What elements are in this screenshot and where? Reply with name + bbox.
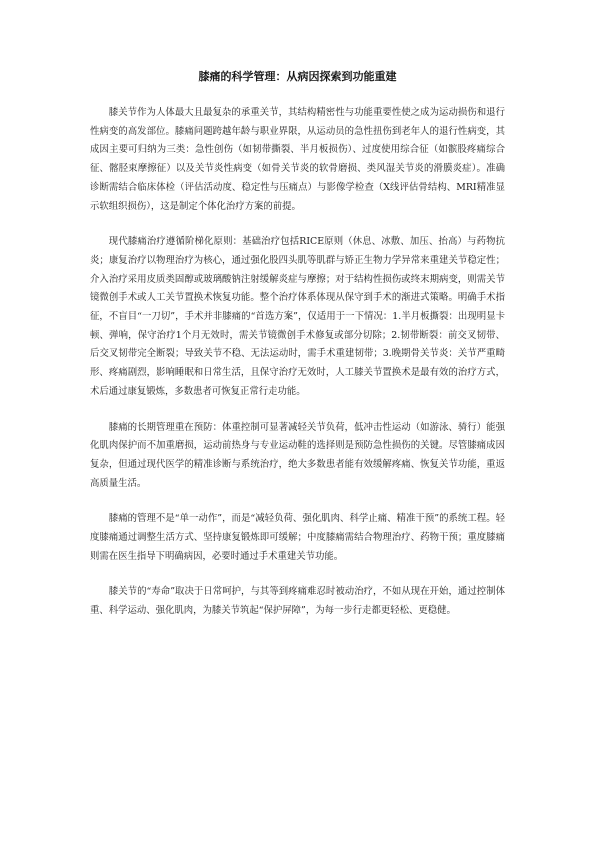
paragraph-system-management: 膝痛的管理不是“单一动作”，而是“减轻负荷、强化肌肉、科学止痛、精准干预”的系统工程。轻度膝痛通过调整生活方式、坚持康复锻炼即可缓解；中度膝痛需结合物理治疗、药物干预；重度膝痛则需在医生指导下明确病因，必要时通过手术重建关节功能。: [90, 513, 505, 562]
paragraph-treatment-ladder: 现代膝痛治疗遵循阶梯化原则：基础治疗包括RICE原则（休息、冰敷、加压、抬高）与药物抗炎；康复治疗以物理治疗为核心，通过强化股四头肌等肌群与矫正生物力学异常来重建关节稳定性；介入治疗采用皮质类固醇或玻璃酸钠注射缓解炎症与摩擦；对于结构性损伤或终末期病变，则需关节镜微创手术或人工关节置换术恢复功能。整个治疗体系体现从保守到手术的渐进式策略。明确手术指征，不盲目“一刀切”，手术并非膝痛的“首选方案”，仅适用于一下情况：1.半月板撕裂：出现明显卡顿、弹响，保守治疗1个月无效时，需关节镜微创手术修复或部分切除；2.韧带断裂：前交叉韧带、后交叉韧带完全断裂；导致关节不稳、无法运动时，需手术重建韧带；3.晚期骨关节炎：关节严重畸形、疼痛剧烈，影响睡眠和日常生活，且保守治疗无效时，人工膝关节置换术是最有效的治疗方式，术后通过康复锻炼，多数患者可恢复正常行走功能。: [90, 236, 505, 397]
paragraph-conclusion: 膝关节的“寿命”取决于日常呵护，与其等到疼痛难忍时被动治疗，不如从现在开始，通过控制体重、科学运动、强化肌肉，为膝关节筑起“保护屏障”，为每一步行走都更轻松、更稳健。: [90, 586, 505, 617]
document-title: 膝痛的科学管理：从病因探索到功能重建: [198, 70, 397, 83]
paragraph-prevention: 膝痛的长期管理重在预防：体重控制可显著减轻关节负荷，低冲击性运动（如游泳、骑行）能强化肌肉保护而不加重磨损，运动前热身与专业运动鞋的选择则是预防急性损伤的关键。尽管膝痛成因复杂，但通过现代医学的精准诊断与系统治疗，绝大多数患者能有效缓解疼痛、恢复关节功能，重返高质量生活。: [90, 421, 505, 489]
paragraph-causes-and-diagnosis: 膝关节作为人体最大且最复杂的承重关节，其结构精密性与功能重要性使之成为运动损伤和退行性病变的高发部位。膝痛问题跨越年龄与职业界限，从运动员的急性扭伤到老年人的退行性病变，其成因主要可归纳为三类：急性创伤（如韧带撕裂、半月板损伤）、过度使用综合征（如髌股疼痛综合征、髂胫束摩擦征）以及关节炎性病变（如骨关节炎的软骨磨损、类风湿关节炎的滑膜炎症）。准确诊断需结合临床体检（评估活动度、稳定性与压痛点）与影像学检查（X线评估骨结构、MRI精准显示软组织损伤），这是制定个体化治疗方案的前提。: [90, 107, 505, 212]
document-body: [90, 104, 505, 638]
